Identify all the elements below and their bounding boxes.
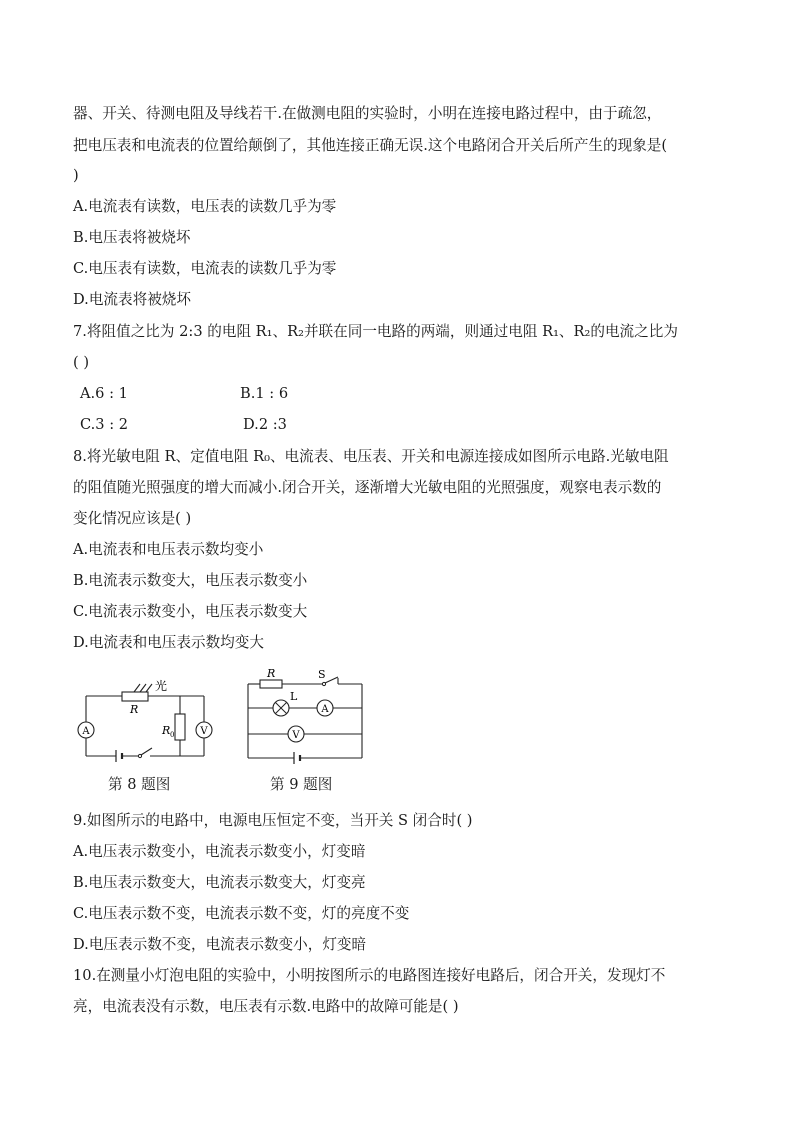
r-label: R bbox=[130, 703, 139, 716]
ammeter-label: A bbox=[82, 726, 90, 737]
q9-option-d: D.电压表示数不变，电流表示数变小，灯变暗 bbox=[73, 936, 367, 953]
lamp-label: L bbox=[290, 690, 298, 703]
q6-text-line-2: 把电压表和电流表的位置给颠倒了，其他连接正确无误.这个电路闭合开关后所产生的现象是( bbox=[73, 137, 668, 154]
q8-option-d: D.电流表和电压表示数均变大 bbox=[73, 634, 264, 651]
q6-option-c: C.电压表有读数，电流表的读数几乎为零 bbox=[73, 260, 337, 277]
r0-subscript: 0 bbox=[170, 731, 175, 739]
ammeter-label: A bbox=[321, 704, 329, 715]
figure-8-caption: 第 8 题图 bbox=[108, 776, 171, 793]
q7-text-line-2: ( ) bbox=[73, 354, 90, 371]
q6-text-line-3: ) bbox=[73, 167, 79, 184]
q7-option-d: D.2 :3 bbox=[243, 416, 287, 433]
figure-9-circuit bbox=[240, 666, 370, 766]
r-label: R bbox=[267, 667, 276, 680]
q10-text-line-1: 10.在测量小灯泡电阻的实验中，小明按图所示的电路图连接好电路后，闭合开关，发现灯不 bbox=[73, 967, 666, 984]
lamp-icon bbox=[273, 700, 289, 716]
figure-9-caption: 第 9 题图 bbox=[270, 776, 333, 793]
q7-option-a: A.6 : 1 bbox=[80, 385, 128, 402]
light-label: 光 bbox=[155, 679, 168, 693]
q6-option-b: B.电压表将被烧坏 bbox=[73, 229, 191, 246]
ammeter-icon bbox=[317, 700, 333, 716]
q7-text-line-1: 7.将阻值之比为 2:3 的电阻 R₁、R₂并联在同一电路的两端，则通过电阻 R₁、R₂的电流之比为 bbox=[73, 323, 678, 340]
q7-option-b: B.1 : 6 bbox=[240, 385, 289, 402]
q6-option-d: D.电流表将被烧坏 bbox=[73, 291, 191, 308]
switch-icon bbox=[138, 748, 152, 758]
q9-option-a: A.电压表示数变小，电流表示数变小，灯变暗 bbox=[73, 843, 366, 860]
q8-option-c: C.电流表示数变小，电压表示数变大 bbox=[73, 603, 308, 620]
q9-option-c: C.电压表示数不变，电流表示数不变，灯的亮度不变 bbox=[73, 905, 410, 922]
q8-text-line-3: 变化情况应该是( ) bbox=[73, 510, 192, 527]
switch-label: S bbox=[318, 668, 326, 681]
q7-option-c: C.3 : 2 bbox=[80, 416, 129, 433]
r0-label: R bbox=[162, 724, 171, 737]
voltmeter-label: V bbox=[200, 726, 208, 737]
resistor-r0 bbox=[175, 714, 185, 740]
voltmeter-label: V bbox=[292, 730, 300, 741]
resistor-r bbox=[260, 680, 282, 688]
voltmeter-icon bbox=[196, 722, 212, 738]
q9-text-line-1: 9.如图所示的电路中，电源电压恒定不变，当开关 S 闭合时( ) bbox=[73, 812, 473, 829]
photoresistor-r bbox=[122, 692, 148, 701]
q8-text-line-2: 的阻值随光照强度的增大而减小.闭合开关，逐渐增大光敏电阻的光照强度，观察电表示数的 bbox=[73, 479, 662, 496]
q6-option-a: A.电流表有读数，电压表的读数几乎为零 bbox=[73, 198, 337, 215]
q8-text-line-1: 8.将光敏电阻 R、定值电阻 R₀、电流表、电压表、开关和电源连接成如图所示电路.光敏电阻 bbox=[73, 448, 669, 465]
q9-option-b: B.电压表示数变大，电流表示数变大，灯变亮 bbox=[73, 874, 366, 891]
q10-text-line-2: 亮，电流表没有示数，电压表有示数.电路中的故障可能是( ) bbox=[73, 998, 459, 1015]
ammeter-icon bbox=[78, 722, 94, 738]
q6-text-line-1: 器、开关、待测电阻及导线若干.在做测电阻的实验时，小明在连接电路过程中，由于疏忽， bbox=[73, 105, 662, 122]
q8-option-b: B.电流表示数变大，电压表示数变小 bbox=[73, 572, 308, 589]
figure-8-circuit bbox=[70, 668, 220, 768]
q8-option-a: A.电流表和电压表示数均变小 bbox=[73, 541, 264, 558]
voltmeter-icon bbox=[288, 726, 304, 742]
